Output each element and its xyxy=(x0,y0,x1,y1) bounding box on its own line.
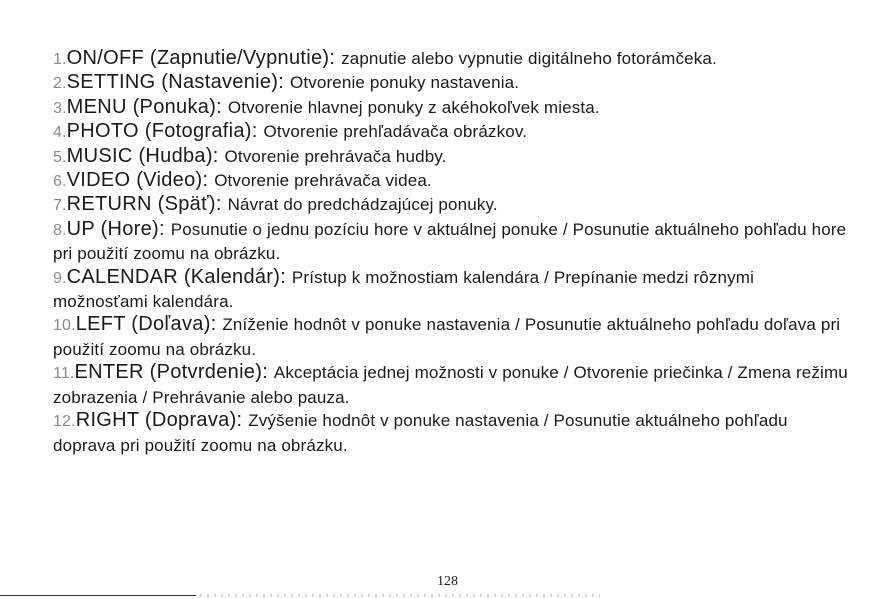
item-number: 3. xyxy=(53,99,67,117)
list-item xyxy=(53,120,853,144)
item-description: Akceptácia jednej možnosti v ponuke / Otvorenie priečinka / Zmena režimu zobrazenia / Prehrávanie alebo pauza. xyxy=(53,363,848,407)
item-key-label: SETTING (Nastavenie): xyxy=(66,71,290,94)
list-item xyxy=(53,71,853,95)
item-number: 8. xyxy=(53,221,67,239)
item-description: Otvorenie prehrávača hudby. xyxy=(224,146,447,166)
item-key-label: RIGHT (Doprava): xyxy=(75,409,249,432)
item-key-label: CALENDAR (Kalendár): xyxy=(66,265,292,288)
item-key-label: RETURN (Späť): xyxy=(66,193,228,216)
item-key-label: MENU (Ponuka): xyxy=(66,95,228,118)
manual-page-body xyxy=(53,47,853,457)
item-number: 6. xyxy=(53,173,67,191)
item-number: 4. xyxy=(53,124,67,142)
item-number: 5. xyxy=(53,148,67,166)
list-item xyxy=(53,193,853,217)
item-number: 1. xyxy=(53,51,67,68)
item-key-label: PHOTO (Fotografia): xyxy=(66,120,264,143)
item-number: 10. xyxy=(53,317,76,335)
item-description: Otvorenie ponuky nastavenia. xyxy=(289,73,520,93)
footer-divider xyxy=(0,595,196,596)
list-item xyxy=(53,47,853,71)
item-key-label: MUSIC (Hudba): xyxy=(66,144,225,167)
item-number: 12. xyxy=(53,413,76,431)
item-description: zapnutie alebo vypnutie digitálneho fotorámčeka. xyxy=(341,49,717,68)
item-number: 2. xyxy=(53,75,67,93)
item-key-label: LEFT (Doľava): xyxy=(75,313,223,336)
item-description: Otvorenie prehrávača videa. xyxy=(214,171,432,191)
item-key-label: UP (Hore): xyxy=(66,217,171,240)
footer-decoration xyxy=(200,594,600,597)
item-key-label: ON/OFF (Zapnutie/Vypnutie): xyxy=(66,47,342,69)
item-number: 11. xyxy=(53,365,75,383)
list-item xyxy=(53,218,853,266)
list-item xyxy=(53,96,853,120)
list-item xyxy=(53,145,853,169)
item-number: 9. xyxy=(53,269,67,287)
item-key-label: ENTER (Potvrdenie): xyxy=(74,361,274,384)
list-item xyxy=(53,313,853,361)
item-description: Posunutie o jednu pozíciu hore v aktuálnej ponuke / Posunutie aktuálneho pohľadu hore pri použití zoomu na obrázku. xyxy=(53,219,847,264)
page-number: 128 xyxy=(437,574,458,589)
item-description: Návrat do predchádzajúcej ponuky. xyxy=(227,195,498,215)
item-description: Prístup k možnostiam kalendára / Prepínanie medzi rôznymi možnosťami kalendára. xyxy=(53,267,755,312)
item-description: Otvorenie prehľadávača obrázkov. xyxy=(263,122,528,142)
item-description: Zníženie hodnôt v ponuke nastavenia / Posunutie aktuálneho pohľadu doľava pri použití zoomu na obrázku. xyxy=(53,315,841,359)
item-description: Zvýšenie hodnôt v ponuke nastavenia / Posunutie aktuálneho pohľadu doprava pri použití zoomu na obrázku. xyxy=(53,411,788,455)
item-key-label: VIDEO (Video): xyxy=(66,169,215,192)
list-item xyxy=(53,361,853,409)
list-item xyxy=(53,169,853,193)
item-description: Otvorenie hlavnej ponuky z akéhokoľvek miesta. xyxy=(227,97,600,117)
list-item xyxy=(53,266,853,314)
list-item xyxy=(53,409,853,457)
item-number: 7. xyxy=(53,197,67,215)
